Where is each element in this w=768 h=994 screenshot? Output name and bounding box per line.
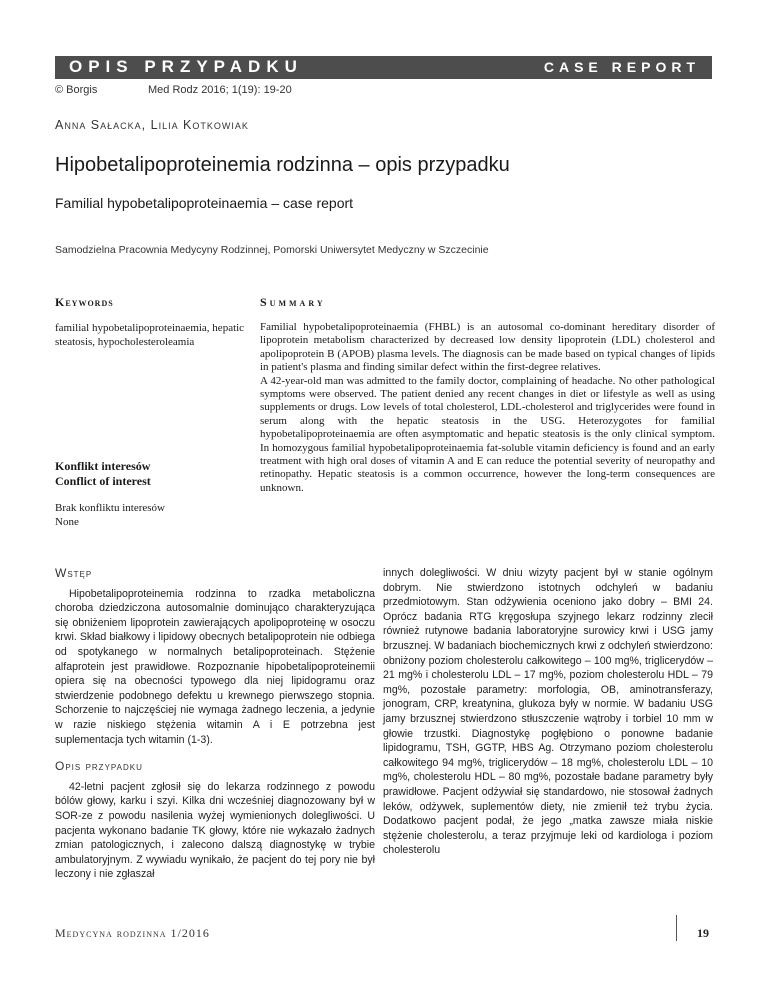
case-heading: Opis przypadku: [55, 759, 143, 774]
banner-label-en: CASE REPORT: [543, 59, 700, 75]
citation: Med Rodz 2016; 1(19): 19-20: [148, 84, 292, 96]
intro-heading: Wstęp: [55, 566, 93, 580]
authors: Anna Sałacka, Lilia Kotkowiak: [55, 118, 249, 132]
intro-paragraph: Hipobetalipoproteinemia rodzinna to rzadka metaboliczna choroba dziedziczona autosomalnie dominująco charakteryzująca się obniżeniem lipoprotein zawierających apolipoproteinę w osoczu krwi. Skład białkowy i lipidowy obecnych betalipoprotein nie odbiega od spotykanego w normalnych betalipoproteinach. Stężenie alfaprotein jest prawidłowe. Rozpoznanie hipobetalipoproteinemii opiera się na obecności typowego dla niej lipidogramu oraz stwierdzenie podobnego defektu u krewnego pierwszego stopnia. Schorzenie to najczęściej nie wymaga żadnego leczenia, a jedynie w razie niskiego stężenia witamin A i E potrzebna jest suplementacja tych witamin (1-3).: [55, 587, 375, 746]
body-column-right: [383, 566, 713, 858]
publisher: © Borgis: [55, 84, 98, 96]
case-paragraph: 42-letni pacjent zgłosił się do lekarza rodzinnego z powodu bólów głowy, karku i szyi. Kilka dni wcześniej diagnozowany był w SOR-ze z powodu nasilenia wyżej wymienionych dolegliwości. U pacjenta wykonano badanie TK głowy, które nie wykazało żadnych zmian patologicznych, i zalecono dalszą diagnostykę w trybie ambulatoryjnym. Z wywiadu wynikało, że pacjent do tej pory nie był leczony i nie zgłaszał: [55, 780, 375, 881]
article-title: Hipobetalipoproteinemia rodzinna – opis przypadku: [55, 154, 510, 176]
article-subtitle: Familial hypobetalipoproteinaemia – case report: [55, 195, 354, 211]
banner-label-pl: OPIS PRZYPADKU: [69, 57, 303, 76]
keywords-text: familial hypobetalipoproteinaemia, hepatic steatosis, hypocholesteroleamia: [55, 322, 245, 348]
conflict-heading-pl: Konflikt interesów: [55, 459, 151, 473]
affiliation: Samodzielna Pracownia Medycyny Rodzinnej, Pomorski Uniwersytet Medyczny w Szczecinie: [55, 244, 489, 256]
page-number: 19: [697, 926, 709, 940]
conflict-text-pl: Brak konfliktu interesów: [55, 502, 165, 514]
keywords-heading: Keywords: [55, 295, 114, 309]
body-column-left: [55, 566, 375, 882]
conflict-text: [55, 501, 255, 529]
summary-paragraph-1: Familial hypobetalipoproteinaemia (FHBL) is an autosomal co-dominant hereditary disorder of lipoprotein metabolism characterized by decreased low density lipoprotein (LDL) cholesterol and apolipoprotein B (APOB) plasma levels. The diagnosis can be made based on typical changes of lipids in patient's plasma and finding similar defect within the first-degree relatives.: [260, 321, 715, 374]
case-paragraph-continued: innych dolegliwości. W dniu wizyty pacjent był w stanie ogólnym dobrym. Nie stwierdzono istotnych odchyleń w badaniu przedmiotowym. Stan odżywienia oceniono jako dobry – BMI 24. Oprócz badania RTG kręgosłupa szyjnego lekarz rodzinny zlecił również rutynowe badania laboratoryjne surowicy krwi i USG jamy brzusznej. W badaniach biochemicznych krwi z odchyleń stwierdzono: obniżony poziom cholesterolu całkowitego – 100 mg%, triglicerydów – 21 mg% i cholesterolu LDL – 17 mg%, poziom cholesterolu HDL – 79 mg%, pozostałe parametry: morfologia, OB, aminotransferazy, jonogram, CRP, kreatynina, glukoza były w normie. W badaniu USG jamy brzusznej stwierdzono stłuszczenie wątroby i torbiel 10 mm w głowie trzustki. Diagnostykę pogłębiono o ponowne badanie lipidogramu, TSH, GGTP, HBS Ag. Otrzymano poziom cholesterolu całkowitego 94 mg%, triglicerydów – 18 mg%, cholesterolu LDL – 10 mg%, cholesterolu HDL – 80 mg%, pozostałe badane parametry były prawidłowe. Pacjent odżywiał się standardowo, nie stosował żadnych leków, odżywek, suplementów diety, nie zmienił też trybu życia. Dodatkowo pacjent podał, że jego „matka zawsze miała niskie stężenie cholesterolu, a teraz przyjmuje leki od kardiologa i poziom cholesterolu: [383, 567, 713, 857]
summary-paragraph-2: A 42-year-old man was admitted to the family doctor, complaining of headache. No other pathological symptoms were observed. The patient denied any recent changes in diet or lifestyle as well as using supplements or drugs. Low levels of total cholesterol, LDL-cholesterol and triglycerides were found in serum along with the hepatic steatosis in the USG. Heterozygotes for familial hypobetalipoproteinaemia are often asymptomatic and hepatic steatosis is the only clinical symptom. In homozygous familial hypobetalipoproteinaemia fat-soluble vitamin deficiency is found and an early treatment with high oral doses of vitamin A and E can reduce the potential severity of neuropathy and retinopathy. Hepatic steatosis is a common occurrence, however the long-term consequences are unknown.: [260, 374, 715, 494]
summary-heading: Summary: [260, 295, 326, 309]
section-banner: [55, 56, 712, 79]
conflict-heading-en: Conflict of interest: [55, 474, 151, 488]
summary-text: [260, 321, 715, 495]
journal-footer: Medycyna rodzinna 1/2016: [55, 926, 210, 940]
conflict-text-en: None: [55, 516, 79, 528]
conflict-heading: [55, 459, 255, 489]
footer-divider: [676, 915, 677, 941]
